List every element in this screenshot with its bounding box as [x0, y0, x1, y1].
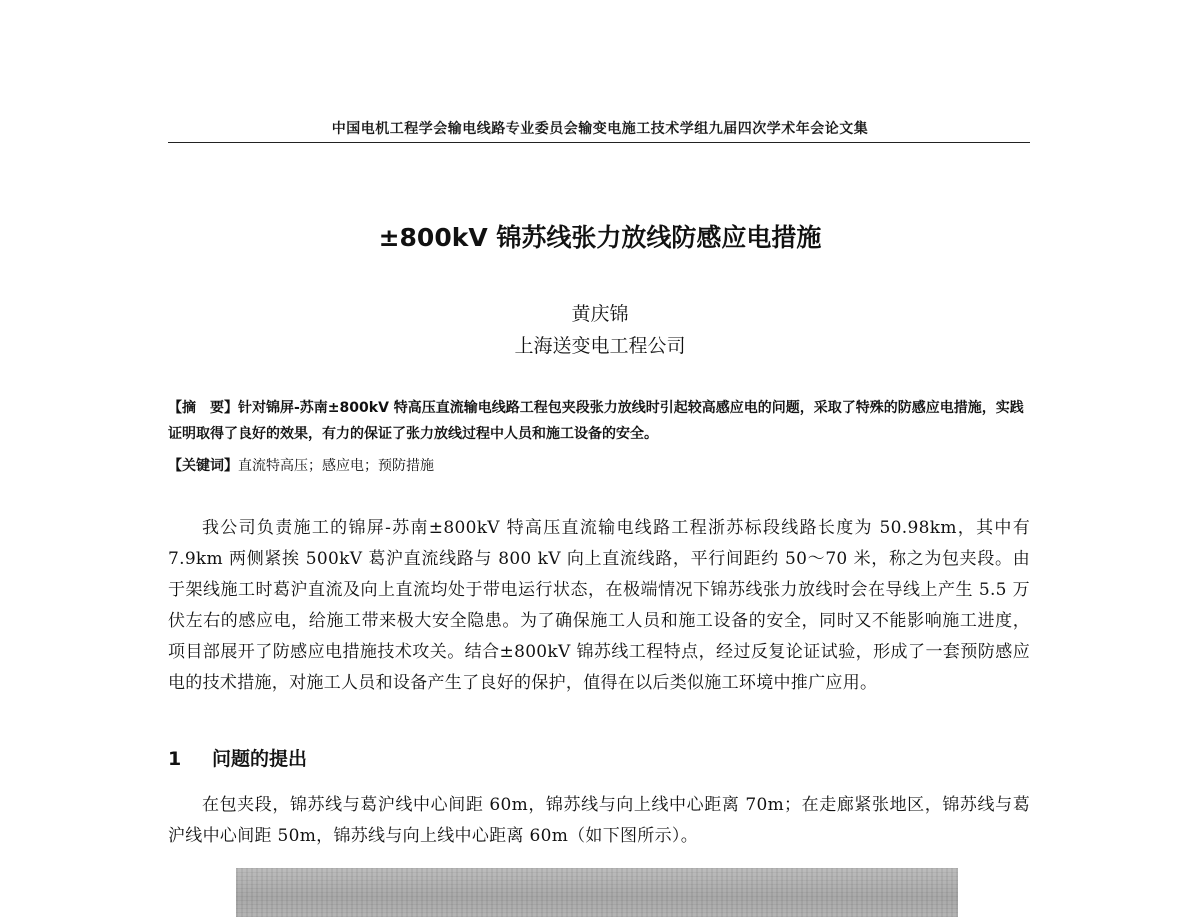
abstract — [168, 395, 1030, 447]
figure-image — [236, 868, 958, 917]
keywords-label: 【关键词】 — [168, 458, 238, 474]
author-name: 黄庆锦 — [571, 303, 629, 325]
paper-title: ±800kV 锦苏线张力放线防感应电措施 — [378, 223, 822, 252]
section-title: 问题的提出 — [212, 748, 308, 770]
keywords-text: 直流特高压；感应电；预防措施 — [238, 458, 434, 474]
author-affiliation: 上海送变电工程公司 — [514, 335, 686, 357]
abstract-text: 针对锦屏-苏南±800kV 特高压直流输电线路工程包夹段张力放线时引起较高感应电的问题，采取了特殊的防感应电措施，实践证明取得了良好的效果，有力的保证了张力放线过程中人员和施工设备的安全。 — [168, 400, 1024, 442]
section-paragraph: 在包夹段，锦苏线与葛沪线中心间距 60m，锦苏线与向上线中心距离 70m；在走廊紧张地区，锦苏线与葛沪线中心间距 50m，锦苏线与向上线中心距离 60m（如下图所示）。 — [168, 795, 1030, 846]
section-heading — [168, 744, 307, 771]
section-number: 1 — [168, 748, 182, 770]
intro-paragraph: 我公司负责施工的锦屏-苏南±800kV 特高压直流输电线路工程浙苏标段线路长度为 50.98km，其中有 7.9km 两侧紧挨 500kV 葛沪直流线路与 800 kV 向上直流线路，平行间距约 50～70 米，称之为包夹段。由于架线施工时葛沪直流及向上直流均处于带电运行状态，在极端情况下锦苏线张力放线时会在导线上产生 5.5 万伏左右的感应电，给施工带来极大安全隐患。为了确保施工人员和施工设备的安全，同时又不能影响施工进度，项目部展开了防感应电措施技术攻关。结合±800kV 锦苏线工程特点，经过反复论证试验，形成了一套预防感应电的技术措施，对施工人员和设备产生了良好的保护，值得在以后类似施工环境中推广应用。 — [168, 518, 1030, 693]
abstract-label: 【摘 要】 — [168, 400, 238, 416]
running-header: 中国电机工程学会输电线路专业委员会输变电施工技术学组九届四次学术年会论文集 — [331, 121, 869, 137]
header-rule — [168, 142, 1030, 143]
keywords — [168, 454, 1030, 478]
